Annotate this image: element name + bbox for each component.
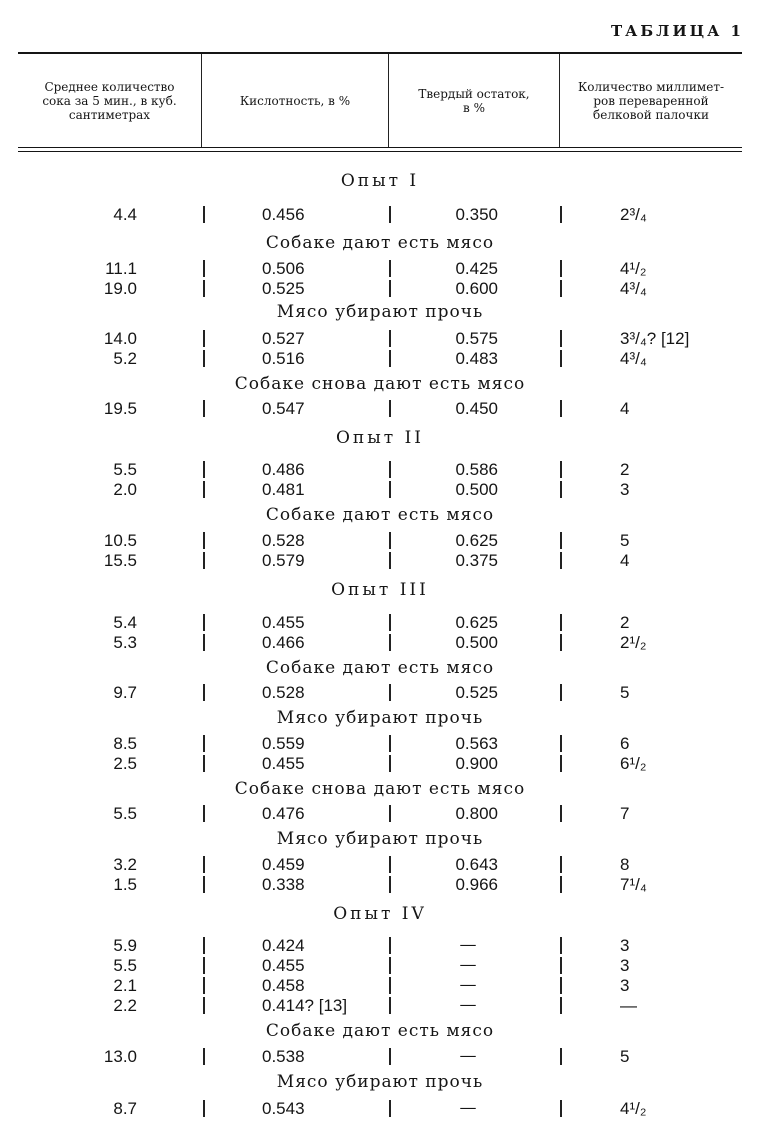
- column-divider: [203, 461, 205, 478]
- table-title: ТАБЛИЦА 1: [610, 22, 744, 40]
- digested-protein-cell: 3: [620, 956, 630, 975]
- header-acidity: Кислотность, в %: [239, 93, 351, 108]
- column-divider: [203, 997, 205, 1014]
- column-divider: [389, 937, 391, 954]
- column-divider: [389, 552, 391, 569]
- juice-volume-cell: 8.5: [113, 734, 137, 753]
- table-row: [0, 854, 760, 875]
- column-divider: [389, 1048, 391, 1065]
- acidity-cell: 0.466: [262, 633, 305, 652]
- condition-note: Мясо убирают прочь: [276, 302, 484, 322]
- column-divider: [203, 280, 205, 297]
- digested-protein-cell: 5: [620, 531, 630, 550]
- column-divider: [389, 856, 391, 873]
- column-divider: [560, 805, 562, 822]
- condition-note: Собаке снова дают есть мясо: [234, 374, 526, 394]
- column-divider: [203, 330, 205, 347]
- column-divider: [560, 1100, 562, 1117]
- column-divider: [560, 614, 562, 631]
- condition-note: Мясо убирают прочь: [276, 708, 484, 728]
- juice-volume-cell: 15.5: [103, 551, 137, 570]
- column-divider: [389, 977, 391, 994]
- digested-protein-cell: 4: [620, 399, 630, 418]
- header-solid-residue: Твердый остаток, в %: [418, 86, 530, 115]
- table-row: [0, 995, 760, 1016]
- solid-residue-cell: 0.425: [455, 259, 498, 278]
- experiment-heading: Опыт III: [331, 580, 429, 600]
- acidity-cell: 0.547: [262, 399, 305, 418]
- juice-volume-cell: 9.7: [113, 683, 137, 702]
- column-divider: [203, 400, 205, 417]
- acidity-cell: 0.559: [262, 734, 305, 753]
- digested-protein-cell: 6: [620, 734, 630, 753]
- solid-residue-cell: 0.375: [455, 551, 498, 570]
- juice-volume-cell: 19.5: [103, 399, 137, 418]
- digested-protein-cell: 8: [620, 855, 630, 874]
- digested-protein-cell: 3³/₄? [12]: [620, 329, 690, 348]
- solid-residue-cell: 0.625: [455, 613, 498, 632]
- solid-residue-cell: 0.586: [455, 460, 498, 479]
- digested-protein-cell: 2¹/₂: [620, 633, 647, 652]
- table-row: [0, 258, 760, 279]
- table-row: [0, 955, 760, 976]
- acidity-cell: 0.528: [262, 683, 305, 702]
- column-divider: [560, 856, 562, 873]
- column-divider: [203, 977, 205, 994]
- digested-protein-cell: 5: [620, 683, 630, 702]
- juice-volume-cell: 5.3: [113, 633, 137, 652]
- table-row: [0, 682, 760, 703]
- acidity-cell: 0.543: [262, 1099, 305, 1118]
- solid-residue-cell: 0.643: [455, 855, 498, 874]
- column-divider: [389, 805, 391, 822]
- condition-note: Собаке дают есть мясо: [265, 1021, 495, 1041]
- column-divider: [560, 634, 562, 651]
- condition-note: Собаке снова дают есть мясо: [234, 779, 526, 799]
- acidity-cell: 0.476: [262, 804, 305, 823]
- column-divider: [203, 876, 205, 893]
- column-divider: [203, 260, 205, 277]
- header-bottom-rule: [18, 147, 742, 148]
- experiment-heading: Опыт I: [340, 171, 420, 191]
- column-divider: [389, 755, 391, 772]
- column-divider: [389, 280, 391, 297]
- juice-volume-cell: 5.5: [113, 804, 137, 823]
- acidity-cell: 0.579: [262, 551, 305, 570]
- digested-protein-cell: 7¹/₄: [620, 875, 647, 894]
- column-divider: [203, 552, 205, 569]
- acidity-cell: 0.455: [262, 613, 305, 632]
- solid-residue-cell: —: [459, 1098, 477, 1118]
- table-row: [0, 874, 760, 895]
- juice-volume-cell: 13.0: [103, 1047, 137, 1066]
- digested-protein-cell: 4¹/₂: [620, 259, 647, 278]
- table-row: [0, 348, 760, 369]
- column-divider: [560, 1048, 562, 1065]
- acidity-cell: 0.516: [262, 349, 305, 368]
- solid-residue-cell: 0.500: [455, 480, 498, 499]
- column-divider: [389, 997, 391, 1014]
- column-divider: [560, 977, 562, 994]
- column-divider: [560, 280, 562, 297]
- column-divider: [203, 532, 205, 549]
- column-divider: [560, 400, 562, 417]
- column-divider: [203, 937, 205, 954]
- table-row: [0, 733, 760, 754]
- digested-protein-cell: 4: [620, 551, 630, 570]
- solid-residue-cell: 0.483: [455, 349, 498, 368]
- table-row: [0, 328, 760, 349]
- table-row: [0, 1098, 760, 1119]
- column-divider: [203, 350, 205, 367]
- juice-volume-cell: 2.0: [113, 480, 137, 499]
- table-row: [0, 632, 760, 653]
- acidity-cell: 0.486: [262, 460, 305, 479]
- digested-protein-cell: 3: [620, 976, 630, 995]
- juice-volume-cell: 2.2: [113, 996, 137, 1015]
- column-divider: [560, 937, 562, 954]
- condition-note: Мясо убирают прочь: [276, 829, 484, 849]
- column-divider: [203, 805, 205, 822]
- experiment-heading: Опыт II: [335, 428, 425, 448]
- solid-residue-cell: 0.600: [455, 279, 498, 298]
- experiment-heading: Опыт IV: [333, 904, 427, 924]
- column-divider: [560, 755, 562, 772]
- juice-volume-cell: 5.2: [113, 349, 137, 368]
- condition-note: Мясо убирают прочь: [276, 1072, 484, 1092]
- juice-volume-cell: 10.5: [103, 531, 137, 550]
- acidity-cell: 0.458: [262, 976, 305, 995]
- column-divider: [560, 206, 562, 223]
- digested-protein-cell: 4³/₄: [620, 349, 647, 368]
- solid-residue-cell: 0.800: [455, 804, 498, 823]
- column-divider: [389, 330, 391, 347]
- column-divider: [389, 532, 391, 549]
- digested-protein-cell: 2: [620, 613, 630, 632]
- digested-protein-cell: 6¹/₂: [620, 754, 647, 773]
- table-row: [0, 975, 760, 996]
- juice-volume-cell: 1.5: [113, 875, 137, 894]
- column-divider: [203, 614, 205, 631]
- digested-protein-cell: 5: [620, 1047, 630, 1066]
- juice-volume-cell: 2.5: [113, 754, 137, 773]
- table-row: [0, 753, 760, 774]
- solid-residue-cell: 0.575: [455, 329, 498, 348]
- column-divider: [389, 735, 391, 752]
- juice-volume-cell: 5.5: [113, 460, 137, 479]
- header-juice-volume: Среднее количество сока за 5 мин., в куб. сантиметрах: [42, 79, 177, 122]
- column-divider: [203, 206, 205, 223]
- acidity-cell: 0.455: [262, 754, 305, 773]
- table-row: [0, 398, 760, 419]
- acidity-cell: 0.525: [262, 279, 305, 298]
- column-divider: [560, 330, 562, 347]
- header-digested-protein: Количество миллимет- ров переваренной белковой палочки: [577, 79, 725, 122]
- solid-residue-cell: 0.900: [455, 754, 498, 773]
- column-divider: [203, 856, 205, 873]
- column-divider: [389, 614, 391, 631]
- table-row: [0, 803, 760, 824]
- digested-protein-cell: 2³/₄: [620, 205, 647, 224]
- juice-volume-cell: 8.7: [113, 1099, 137, 1118]
- acidity-cell: 0.538: [262, 1047, 305, 1066]
- digested-protein-cell: 4³/₄: [620, 279, 647, 298]
- solid-residue-cell: 0.966: [455, 875, 498, 894]
- digested-protein-cell: 2: [620, 460, 630, 479]
- digested-protein-cell: 3: [620, 480, 630, 499]
- column-divider: [560, 461, 562, 478]
- column-divider: [389, 876, 391, 893]
- column-divider: [389, 957, 391, 974]
- acidity-cell: 0.528: [262, 531, 305, 550]
- column-divider: [560, 260, 562, 277]
- solid-residue-cell: —: [459, 995, 477, 1015]
- digested-protein-cell: 7: [620, 804, 630, 823]
- table-row: [0, 479, 760, 500]
- juice-volume-cell: 11.1: [105, 259, 137, 278]
- digested-protein-cell: 4¹/₂: [620, 1099, 647, 1118]
- column-divider: [203, 1048, 205, 1065]
- column-divider: [203, 634, 205, 651]
- column-divider: [389, 350, 391, 367]
- solid-residue-cell: 0.525: [455, 683, 498, 702]
- column-divider: [203, 755, 205, 772]
- column-divider: [389, 1100, 391, 1117]
- digested-protein-cell: 3: [620, 936, 630, 955]
- solid-residue-cell: —: [459, 955, 477, 975]
- acidity-cell: 0.527: [262, 329, 305, 348]
- column-divider: [389, 684, 391, 701]
- condition-note: Собаке дают есть мясо: [265, 505, 495, 525]
- column-divider: [203, 481, 205, 498]
- acidity-cell: 0.459: [262, 855, 305, 874]
- solid-residue-cell: —: [459, 1046, 477, 1066]
- column-divider: [560, 876, 562, 893]
- solid-residue-cell: 0.450: [455, 399, 498, 418]
- acidity-cell: 0.506: [262, 259, 305, 278]
- table-row: [0, 1046, 760, 1067]
- column-divider: [203, 1100, 205, 1117]
- juice-volume-cell: 2.1: [113, 976, 137, 995]
- juice-volume-cell: 4.4: [113, 205, 137, 224]
- juice-volume-cell: 3.2: [113, 855, 137, 874]
- column-divider: [389, 634, 391, 651]
- table-row: [0, 459, 760, 480]
- solid-residue-cell: 0.625: [455, 531, 498, 550]
- column-divider: [389, 461, 391, 478]
- column-divider: [389, 260, 391, 277]
- column-divider: [560, 684, 562, 701]
- column-divider: [203, 957, 205, 974]
- solid-residue-cell: 0.563: [455, 734, 498, 753]
- acidity-cell: 0.456: [262, 205, 305, 224]
- header-bottom-rule: [18, 151, 742, 152]
- column-divider: [389, 206, 391, 223]
- table-row: [0, 612, 760, 633]
- solid-residue-cell: —: [459, 935, 477, 955]
- digested-protein-cell: —: [620, 996, 637, 1015]
- solid-residue-cell: —: [459, 975, 477, 995]
- juice-volume-cell: 5.9: [113, 936, 137, 955]
- column-divider: [203, 735, 205, 752]
- column-divider: [560, 350, 562, 367]
- column-divider: [560, 532, 562, 549]
- acidity-cell: 0.424: [262, 936, 305, 955]
- solid-residue-cell: 0.350: [455, 205, 498, 224]
- condition-note: Собаке дают есть мясо: [265, 658, 495, 678]
- column-divider: [560, 735, 562, 752]
- juice-volume-cell: 5.5: [113, 956, 137, 975]
- table-row: [0, 204, 760, 225]
- column-divider: [560, 481, 562, 498]
- column-divider: [203, 684, 205, 701]
- column-divider: [560, 552, 562, 569]
- table-row: [0, 935, 760, 956]
- acidity-cell: 0.481: [262, 480, 305, 499]
- column-divider: [389, 481, 391, 498]
- column-divider: [389, 400, 391, 417]
- solid-residue-cell: 0.500: [455, 633, 498, 652]
- column-divider: [560, 997, 562, 1014]
- table-row: [0, 550, 760, 571]
- condition-note: Собаке дают есть мясо: [265, 233, 495, 253]
- acidity-cell: 0.414? [13]: [262, 996, 348, 1015]
- juice-volume-cell: 19.0: [103, 279, 137, 298]
- column-divider: [560, 957, 562, 974]
- acidity-cell: 0.455: [262, 956, 305, 975]
- table-row: [0, 530, 760, 551]
- juice-volume-cell: 14.0: [103, 329, 137, 348]
- juice-volume-cell: 5.4: [113, 613, 137, 632]
- table-row: [0, 278, 760, 299]
- acidity-cell: 0.338: [262, 875, 305, 894]
